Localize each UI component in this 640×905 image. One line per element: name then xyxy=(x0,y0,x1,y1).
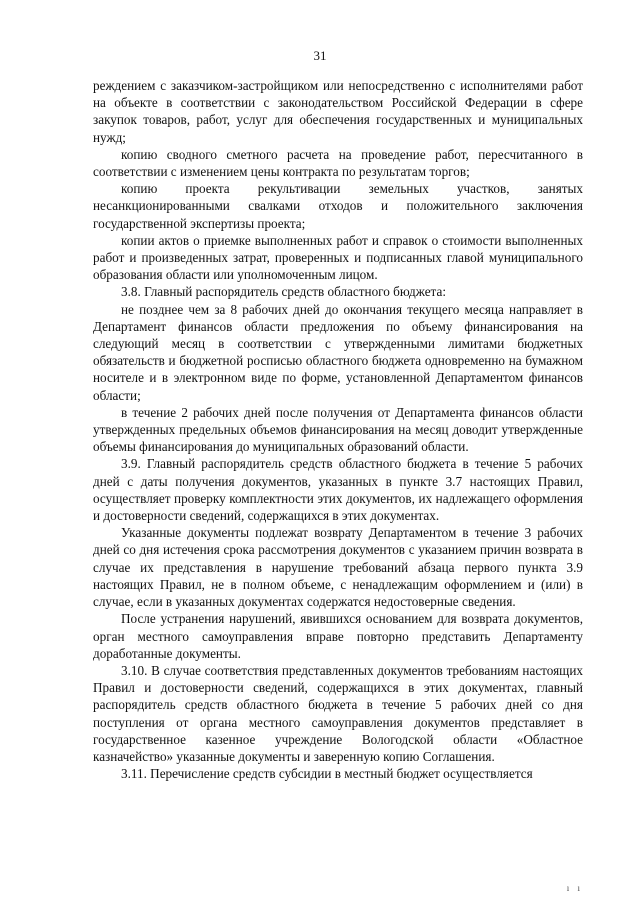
paragraph: копию проекта рекультивации земельных участков, занятых несанкционированными свалками отходов и положительного заключения государственной экспертизы проекта; xyxy=(93,181,583,231)
paragraph: После устранения нарушений, явившихся основанием для возврата документов, орган местного самоуправления вправе повторно представить Департаменту доработанные документы. xyxy=(93,611,583,661)
section-3-9: 3.9. Главный распорядитель средств областного бюджета в течение 5 рабочих дней с даты получения документов, указанных в пункте 3.7 настоящих Правил, осуществляет проверку комплектности этих документов, их надлежащего оформления и достоверности сведений, содержащихся в этих документах. xyxy=(93,456,583,524)
paragraph: копию сводного сметного расчета на проведение работ, пересчитанного в соответствии с изменением цены контракта по результатам торгов; xyxy=(93,146,583,180)
paragraph: не позднее чем за 8 рабочих дней до окончания текущего месяца направляет в Департамент финансов области предложения по объему финансирования на следующий месяц в соответствии с утвержденными лимитами бюджетных обязательств и бюджетной росписью областного бюджета одновременно на бумажном носителе и в электронном виде по форме, установленной Департаментом финансов области; xyxy=(93,301,583,403)
paragraph: реждением с заказчиком-застройщиком или непосредственно с исполнителями работ на объекте в соответствии с законодательством Российской Федерации в сфере закупок товаров, работ, услуг для обеспечения государственных и муниципальных нужд; xyxy=(93,78,583,145)
scan-corner-mark: ı ı xyxy=(566,883,583,893)
paragraph: Указанные документы подлежат возврату Департаментом в течение 3 рабочих дней со дня истечения срока рассмотрения документов с указанием причин возврата в случае их представления в нарушение требований абзаца первого пункта 3.9 настоящих Правил, не в полном объеме, с ненадлежащим оформлением и (или) в случае, если в указанных документах содержатся недостоверные сведения. xyxy=(93,525,583,610)
section-heading-3-8: 3.8. Главный распорядитель средств областного бюджета: xyxy=(121,284,446,300)
paragraph: в течение 2 рабочих дней после получения от Департамента финансов области утвержденных предельных объемов финансирования на месяц доводит утвержденные объемы финансирования до муниципальных образований области. xyxy=(93,404,583,455)
page-number: 31 xyxy=(313,48,327,63)
section-3-10: 3.10. В случае соответствия представленных документов требованиям настоящих Правил и достоверности сведений, содержащихся в этих документах, главный распорядитель средств областного бюджета в течение 5 рабочих дней со дня поступления от органа местного самоуправления документов представляет в государственное казенное учреждение Вологодской области «Областное казначейство» указанные документы и заверенную копию Соглашения. xyxy=(93,662,583,764)
section-3-11: 3.11. Перечисление средств субсидии в местный бюджет осуществляется xyxy=(121,766,533,782)
paragraph: копии актов о приемке выполненных работ и справок о стоимости выполненных работ и произведенных затрат, проверенных и подписанных главой муниципального образования области или уполномоченным лицом. xyxy=(93,232,583,283)
document-body xyxy=(93,77,583,782)
